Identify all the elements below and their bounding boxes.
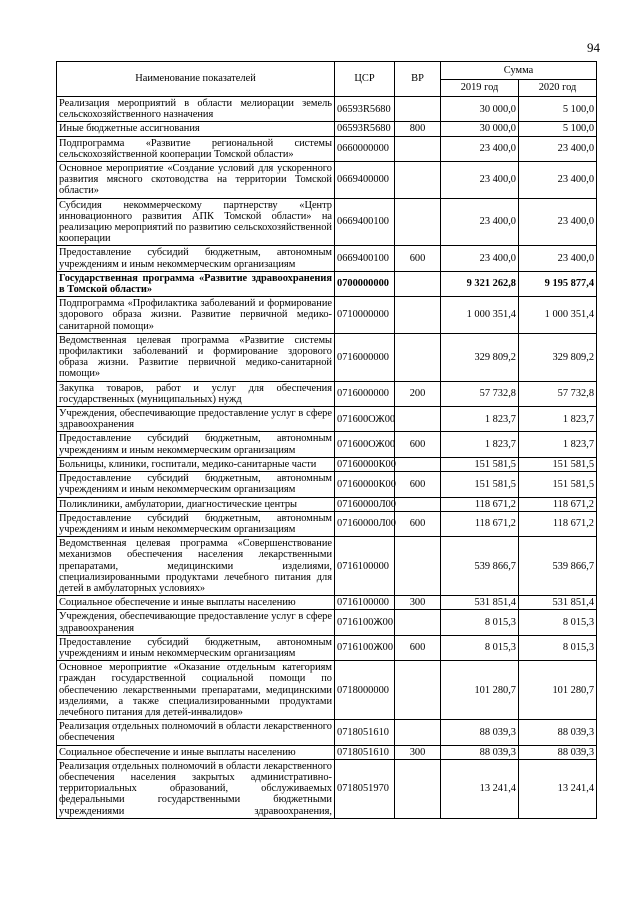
- row-vr: [395, 136, 441, 161]
- table-row: [57, 246, 597, 271]
- table-row: [57, 610, 597, 635]
- row-amount-2020: 151 581,5: [519, 472, 597, 497]
- row-code: 07160000Л00: [335, 497, 395, 511]
- table-row: [57, 497, 597, 511]
- row-code: 06593R5680: [335, 122, 395, 136]
- table-row: [57, 122, 597, 136]
- row-name: Предоставление субсидий бюджетным, автономным учреждениям и иным некоммерческим организациям: [57, 472, 335, 497]
- row-amount-2019: 1 823,7: [441, 407, 519, 432]
- row-amount-2019: 118 671,2: [441, 497, 519, 511]
- row-vr: [395, 610, 441, 635]
- table-row: [57, 537, 597, 596]
- row-amount-2019: 531 851,4: [441, 596, 519, 610]
- row-code: 0718051610: [335, 745, 395, 759]
- table-body: [57, 97, 597, 819]
- column-header-vr: ВР: [395, 62, 441, 97]
- table-row: [57, 661, 597, 720]
- row-amount-2020: 1 823,7: [519, 407, 597, 432]
- row-name: Больницы, клиники, госпитали, медико-санитарные части: [57, 457, 335, 471]
- row-name: Государственная программа «Развитие здравоохранения в Томской области»: [57, 271, 335, 296]
- row-amount-2019: 9 321 262,8: [441, 271, 519, 296]
- row-vr: [395, 720, 441, 745]
- row-code: 0716100000: [335, 537, 395, 596]
- row-vr: [395, 297, 441, 334]
- row-amount-2019: 88 039,3: [441, 745, 519, 759]
- row-amount-2019: 8 015,3: [441, 610, 519, 635]
- row-amount-2020: 5 100,0: [519, 122, 597, 136]
- row-name: Подпрограмма «Развитие региональной системы сельскохозяйственной кооперации Томской области»: [57, 136, 335, 161]
- table-row: [57, 271, 597, 296]
- page-number: 94: [587, 40, 600, 55]
- table-row: [57, 511, 597, 536]
- row-name: Иные бюджетные ассигнования: [57, 122, 335, 136]
- table-row: [57, 596, 597, 610]
- row-amount-2020: 539 866,7: [519, 537, 597, 596]
- row-name: Ведомственная целевая программа «Совершенствование механизмов обеспечения населения лекарственными препаратами, медицинскими изделиями, специализированными продуктами лечебного питания для детей в амбулаторных условиях»: [57, 537, 335, 596]
- table-row: [57, 457, 597, 471]
- row-name: Основное мероприятие «Создание условий для ускоренного развития мясного скотоводства на территории Томской области»: [57, 162, 335, 199]
- row-code: 0710000000: [335, 297, 395, 334]
- table-row: [57, 720, 597, 745]
- row-amount-2019: 8 015,3: [441, 635, 519, 660]
- column-header-year1: 2019 год: [441, 79, 519, 97]
- row-vr: [395, 198, 441, 246]
- row-vr: [395, 97, 441, 122]
- row-vr: 300: [395, 745, 441, 759]
- row-amount-2019: 151 581,5: [441, 457, 519, 471]
- table-row: [57, 198, 597, 246]
- row-amount-2020: 23 400,0: [519, 162, 597, 199]
- row-code: 07160000К00: [335, 472, 395, 497]
- table-row: [57, 297, 597, 334]
- row-amount-2019: 23 400,0: [441, 136, 519, 161]
- row-name: Учреждения, обеспечивающие предоставление услуг в сфере здравоохранения: [57, 407, 335, 432]
- row-amount-2019: 329 809,2: [441, 333, 519, 381]
- row-code: 0716100Ж00: [335, 635, 395, 660]
- row-vr: [395, 333, 441, 381]
- row-amount-2019: 539 866,7: [441, 537, 519, 596]
- row-amount-2020: 118 671,2: [519, 511, 597, 536]
- table-row: [57, 333, 597, 381]
- table-header-row: [57, 62, 597, 80]
- table-row: [57, 381, 597, 406]
- row-vr: [395, 162, 441, 199]
- row-amount-2019: 101 280,7: [441, 661, 519, 720]
- row-name: Подпрограмма «Профилактика заболеваний и формирование здорового образа жизни. Развитие первичной медико-санитарной помощи»: [57, 297, 335, 334]
- row-amount-2019: 30 000,0: [441, 122, 519, 136]
- row-amount-2019: 23 400,0: [441, 246, 519, 271]
- row-amount-2019: 23 400,0: [441, 198, 519, 246]
- row-name: Реализация отдельных полномочий в области лекарственного обеспечения населения закрытых административно-территориальных образований, обслуживаемых федеральными государственными бюджетными учреждениями здравоохранения,: [57, 759, 335, 818]
- row-vr: [395, 537, 441, 596]
- row-name: Закупка товаров, работ и услуг для обеспечения государственных (муниципальных) нужд: [57, 381, 335, 406]
- row-vr: 600: [395, 511, 441, 536]
- row-vr: 600: [395, 246, 441, 271]
- row-amount-2020: 88 039,3: [519, 745, 597, 759]
- row-vr: [395, 271, 441, 296]
- row-amount-2020: 23 400,0: [519, 198, 597, 246]
- row-code: 071600ОЖ00: [335, 432, 395, 457]
- row-code: 0700000000: [335, 271, 395, 296]
- table-row: [57, 162, 597, 199]
- table-row: [57, 635, 597, 660]
- row-amount-2020: 88 039,3: [519, 720, 597, 745]
- column-header-sum: Сумма: [441, 62, 597, 80]
- column-header-code: ЦСР: [335, 62, 395, 97]
- budget-table: [56, 61, 597, 819]
- row-amount-2020: 13 241,4: [519, 759, 597, 818]
- row-amount-2020: 9 195 877,4: [519, 271, 597, 296]
- row-name: Учреждения, обеспечивающие предоставление услуг в сфере здравоохранения: [57, 610, 335, 635]
- row-vr: 300: [395, 596, 441, 610]
- row-name: Ведомственная целевая программа «Развитие системы профилактики заболеваний и формирование здорового образа жизни. Развитие первичной медико-санитарной помощи»: [57, 333, 335, 381]
- row-amount-2020: 118 671,2: [519, 497, 597, 511]
- table-row: [57, 472, 597, 497]
- row-name: Поликлиники, амбулатории, диагностические центры: [57, 497, 335, 511]
- row-amount-2019: 23 400,0: [441, 162, 519, 199]
- row-code: 0718000000: [335, 661, 395, 720]
- row-name: Социальное обеспечение и иные выплаты населению: [57, 596, 335, 610]
- row-vr: [395, 661, 441, 720]
- row-amount-2020: 329 809,2: [519, 333, 597, 381]
- column-header-year2: 2020 год: [519, 79, 597, 97]
- table-row: [57, 745, 597, 759]
- row-vr: [395, 497, 441, 511]
- row-amount-2020: 5 100,0: [519, 97, 597, 122]
- row-amount-2019: 57 732,8: [441, 381, 519, 406]
- row-name: Предоставление субсидий бюджетным, автономным учреждениям и иным некоммерческим организациям: [57, 511, 335, 536]
- row-name: Предоставление субсидий бюджетным, автономным учреждениям и иным некоммерческим организациям: [57, 246, 335, 271]
- row-code: 06593R5680: [335, 97, 395, 122]
- row-amount-2019: 30 000,0: [441, 97, 519, 122]
- row-amount-2019: 151 581,5: [441, 472, 519, 497]
- table-row: [57, 432, 597, 457]
- row-vr: [395, 457, 441, 471]
- table-row: [57, 759, 597, 818]
- row-name: Субсидия некоммерческому партнерству «Центр инновационного развития АПК Томской области» на реализацию мероприятий по развитию сельскохозяйственной кооперации: [57, 198, 335, 246]
- row-vr: [395, 407, 441, 432]
- row-amount-2020: 151 581,5: [519, 457, 597, 471]
- table-row: [57, 97, 597, 122]
- table-row: [57, 136, 597, 161]
- row-amount-2019: 1 823,7: [441, 432, 519, 457]
- row-vr: 200: [395, 381, 441, 406]
- row-amount-2020: 8 015,3: [519, 635, 597, 660]
- row-amount-2020: 531 851,4: [519, 596, 597, 610]
- row-amount-2019: 118 671,2: [441, 511, 519, 536]
- row-code: 0669400000: [335, 162, 395, 199]
- row-code: 0660000000: [335, 136, 395, 161]
- row-code: 071600ОЖ00: [335, 407, 395, 432]
- row-amount-2020: 8 015,3: [519, 610, 597, 635]
- row-code: 07160000Л00: [335, 511, 395, 536]
- row-vr: 600: [395, 472, 441, 497]
- row-name: Основное мероприятие «Оказание отдельным категориям граждан государственной социальной помощи по обеспечению лекарственными препаратами, медицинскими изделиями, а также специализированными продуктами лечебного питания для детей-инвалидов»: [57, 661, 335, 720]
- row-vr: 800: [395, 122, 441, 136]
- row-code: 0716100Ж00: [335, 610, 395, 635]
- row-amount-2019: 88 039,3: [441, 720, 519, 745]
- row-amount-2020: 101 280,7: [519, 661, 597, 720]
- row-name: Реализация мероприятий в области мелиорации земель сельскохозяйственного назначения: [57, 97, 335, 122]
- row-amount-2019: 1 000 351,4: [441, 297, 519, 334]
- row-code: 0718051970: [335, 759, 395, 818]
- row-code: 0716000000: [335, 381, 395, 406]
- row-code: 07160000К00: [335, 457, 395, 471]
- row-vr: 600: [395, 635, 441, 660]
- row-amount-2020: 57 732,8: [519, 381, 597, 406]
- row-code: 0716000000: [335, 333, 395, 381]
- row-name: Реализация отдельных полномочий в области лекарственного обеспечения: [57, 720, 335, 745]
- row-name: Предоставление субсидий бюджетным, автономным учреждениям и иным некоммерческим организациям: [57, 635, 335, 660]
- row-name: Социальное обеспечение и иные выплаты населению: [57, 745, 335, 759]
- row-code: 0669400100: [335, 198, 395, 246]
- row-amount-2020: 23 400,0: [519, 246, 597, 271]
- row-code: 0716100000: [335, 596, 395, 610]
- row-amount-2020: 23 400,0: [519, 136, 597, 161]
- row-code: 0718051610: [335, 720, 395, 745]
- row-name: Предоставление субсидий бюджетным, автономным учреждениям и иным некоммерческим организациям: [57, 432, 335, 457]
- column-header-name: Наименование показателей: [57, 62, 335, 97]
- row-amount-2019: 13 241,4: [441, 759, 519, 818]
- table-row: [57, 407, 597, 432]
- row-amount-2020: 1 000 351,4: [519, 297, 597, 334]
- row-vr: 600: [395, 432, 441, 457]
- row-code: 0669400100: [335, 246, 395, 271]
- row-vr: [395, 759, 441, 818]
- row-amount-2020: 1 823,7: [519, 432, 597, 457]
